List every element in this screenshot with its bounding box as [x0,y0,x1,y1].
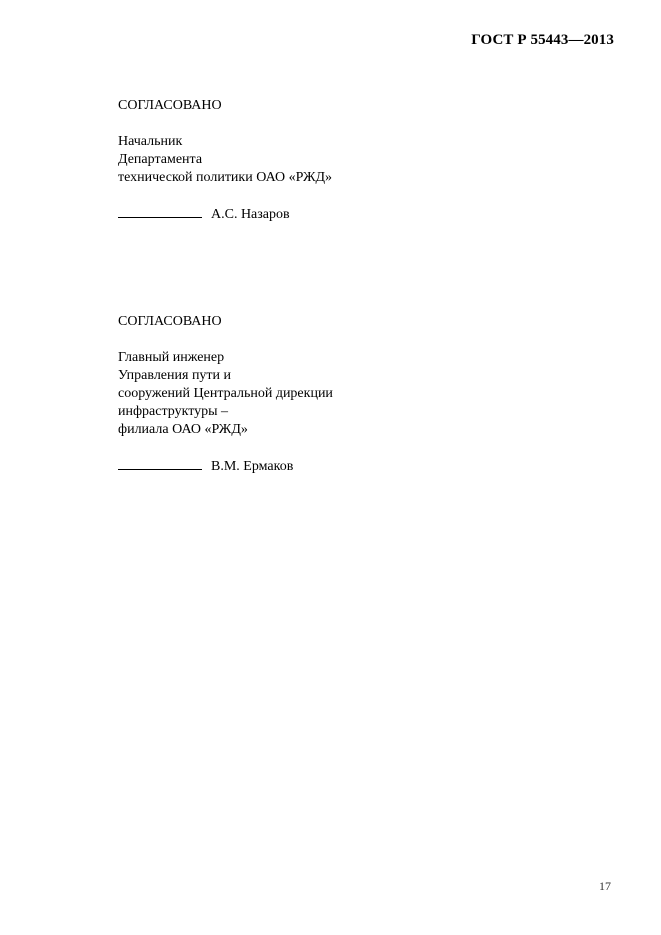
approval-block-2 [118,313,333,476]
document-code: ГОСТ Р 55443—2013 [471,32,614,48]
signature-row [118,205,332,224]
position-line: инфраструктуры – [118,404,229,419]
position-line: технической политики ОАО «РЖД» [118,170,333,185]
position-line: Начальник [118,134,183,149]
approval-block-1 [118,97,332,224]
signature-line [118,457,202,470]
position-line: сооружений Центральной дирекции [118,386,333,401]
position-line: Управления пути и [118,368,232,383]
approval-heading: СОГЛАСОВАНО [118,314,222,329]
page-number: 17 [599,879,611,893]
position-line: Департамента [118,152,203,167]
signatory-name: А.С. Назаров [211,207,290,222]
signature-line [118,205,202,218]
approval-heading: СОГЛАСОВАНО [118,98,222,113]
signatory-position [118,349,333,439]
signature-row [118,457,333,476]
signatory-name: В.М. Ермаков [211,459,294,474]
position-line: филиала ОАО «РЖД» [118,422,248,437]
position-line: Главный инженер [118,350,225,365]
signatory-position [118,133,332,187]
